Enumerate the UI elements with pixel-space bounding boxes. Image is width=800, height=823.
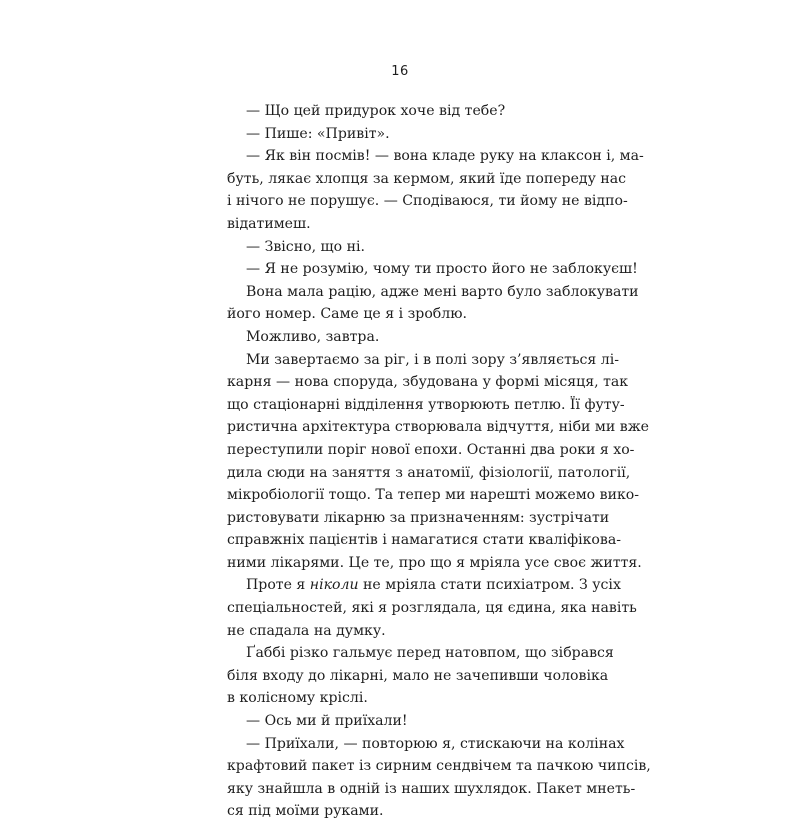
- text-line: ними лікарями. Це те, про що я мріяла усе своє життя.: [227, 554, 642, 571]
- text-line: — Як він посмів! — вона кладе руку на клаксон і, ма-: [246, 148, 644, 165]
- text-line: крафтовий пакет із сирним сендвічем та пачкою чипсів,: [227, 758, 651, 775]
- text-line: в колісному кріслі.: [227, 690, 368, 707]
- text-segment: не мріяла стати психіатром. З усіх: [358, 577, 621, 594]
- text-line: біля входу до лікарні, мало не зачепивши чоловіка: [227, 667, 609, 684]
- text-line: і нічого не порушує. — Сподіваюся, ти йому не відпо-: [227, 193, 628, 210]
- text-line: Ми завертаємо за ріг, і в полі зору з’являється лі-: [246, 351, 620, 368]
- text-line: карня — нова споруда, збудована у формі місяця, так: [227, 374, 629, 391]
- text-line: — Я не розумію, чому ти просто його не заблокуєш!: [246, 261, 638, 278]
- page-number: 16: [391, 64, 409, 79]
- text-line: — Звісно, що ні.: [246, 238, 365, 255]
- text-line: — Пише: «Привіт».: [246, 125, 390, 142]
- text-line: [227, 574, 621, 597]
- text-line: відатимеш.: [227, 215, 311, 232]
- text-line: — Ось ми й приїхали!: [246, 713, 408, 730]
- text-line: яку знайшла в одній із наших шухлядок. Пакет мнеть-: [227, 780, 636, 797]
- text-line: ристовувати лікарню за призначенням: зустрічати: [227, 509, 610, 526]
- italic-word: ніколи: [309, 577, 359, 594]
- text-line: дила сюди на заняття з анатомії, фізіології, патології,: [227, 464, 631, 481]
- text-line: ристична архітектура створювала відчуття, ніби ми вже: [227, 419, 650, 436]
- body-text: [227, 100, 651, 823]
- text-segment: Проте я: [246, 577, 310, 594]
- text-line: Можливо, завтра.: [246, 328, 380, 345]
- text-line: спеціальностей, які я розглядала, ця єдина, яка навіть: [227, 600, 637, 617]
- text-line: — Приїхали, — повторюю я, стискаючи на колінах: [246, 735, 625, 752]
- text-line: — Що цей придурок хоче від тебе?: [246, 103, 506, 119]
- text-line: що стаціонарні відділення утворюють петлю. Її футу-: [227, 396, 625, 413]
- text-line: не спадала на думку.: [227, 622, 386, 639]
- text-line: його номер. Саме це я і зроблю.: [227, 306, 467, 323]
- text-line: мікробіології тощо. Та тепер ми нарешті можемо вико-: [227, 487, 640, 504]
- text-line: справжніх пацієнтів і намагатися стати кваліфікова-: [227, 532, 622, 549]
- text-line: Ґаббі різко гальмує перед натовпом, що зібрався: [246, 645, 614, 662]
- text-line: Вона мала рацію, адже мені варто було заблокувати: [246, 283, 639, 300]
- text-line: буть, лякає хлопця за кермом, який їде попереду нас: [227, 170, 627, 187]
- text-line: ся під моїми руками.: [227, 803, 384, 820]
- text-line: переступили поріг нової епохи. Останні два роки я хо-: [227, 441, 635, 458]
